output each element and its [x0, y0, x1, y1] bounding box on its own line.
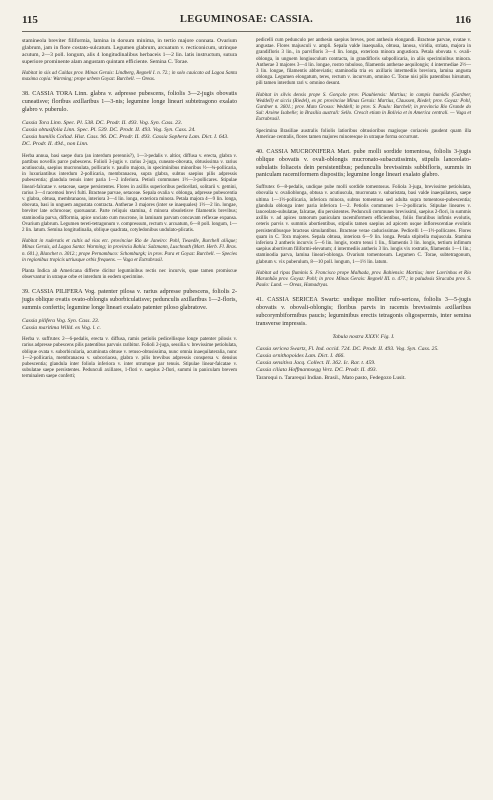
species-39-habitat: Habitat in silvis densis prope S. Gonçalo prov. Piauhiensis: Martius; in campis humidis (Gardner, Weddell) et siccis (Riedel), ex pr. provinciae Minas Gerais: Martius, Claussen, Riedel; prov. Goyaz: Pohl, Gardner n. 3601.; prov. Mato Grosso: Weddell; in prov. S. Paulo: Burchell; in provincia Rio Grande do Sul: Arsène Isabelle; in Brasilia australi: Sello. Crescit etiam in Bolivia et in America centrali. — Vaga et Extrabrasil. [256, 92, 471, 123]
species-41-plate-reference: Tabula nostra XXXV. Fig. I. [332, 333, 395, 340]
species-38-citation-1: Cassia Tora Linn. Spec. Pl. 538. DC. Prodr. II. 493. Vog. Syn. Cass. 23. [22, 119, 183, 126]
species-39-citation-1: Cassia pilifera Vog. Syn. Cass. 23. [22, 317, 100, 324]
left-column [22, 38, 237, 381]
left-page-number: 115 [22, 14, 38, 26]
species-41-citation-3: Cassia sensitiva Jacq. Collect. II. 362. Ic. Rar. t. 459. [256, 360, 376, 367]
right-page-number: 116 [455, 14, 471, 26]
paragraph-habitat: Habitat in siis ad Caldas prov. Minas Gerais: Lindberg, Regnell I. n. 72.; in solo cauicato ad Lagoa Santa maxima copia: Warming; prope urbem Goyaz: Burchell. — Oreas. [22, 71, 237, 83]
species-40-heading: 40. CASSIA MUCRONIFERA Mart. pube molli sordide tomentosa, foliolis 3-jugis oblique obovatis v. ovali-oblongis mucronato-subacutissimis, stipulis lanceolato-subulatis foliaceis dein persistentibus; pedunculis brevissimis subbifloris, summis in paniculam racemiformem dispositis; legumine longe lineari exalato glabro. [256, 149, 471, 179]
species-39-citation-2: Cassia maritima Willd. ex Vog. l. c. [22, 325, 101, 332]
species-39-description: Herba v. suffrutex 2—6-pedalis, erecta v. diffusa, ramis petiolis pedicellisque longe patenter pilosis v. rarius adpresse pubescens pilis patentibus parvuis raribitur. Folioli 2-juga, sessilia v. brevissime petiolulata, oblique ovata v. suborbicularia, acuminuta obtuse v. retuso-obtusissima, nunc omnia inaequilateralia, nunc 1—2-pollicaria, membranacea v. subcoriacea, glabra v. pilis brevibus adpressis conspersa v. densius pubescentia; glandula inter foliola inferiora v. inter utrumque par tenuis. Stipulae linear-falcatae v. subulatae saepe persistentes. Pedunculi axillares, 1-flori v. saepius 2-flori, summi in paniculam brevem terminalem saepe conferti; [22, 337, 237, 380]
species-38-heading: 38. CASSIA TORA Linn. glabra v. adpresse pubescens, foliolis 3—2-jugis obovatis cuneatisve; floribus axillaribus 1—3-nis; legumine longe lineari subtetragono exalato glabro v. puberulo. [22, 91, 237, 113]
species-39-description-cont: pedicelli cum pedunculo per anthesin saepius breves, post anthesin elongandi. Bracteae parvae, ovatae v. angustae. Flores majusculi v. ampli. Sepala valde inaequalia, obtusa, lanosa, viridia, striata, majora in grandifloris 3 lin., in parvifloris 3—4 lin. longa, exteriora minora angustiora. Petala obovata v. ovali-oblonga, in unguem longiusculum contracta, in grandifloris subpollicaria, in aliis speciminibus minora. Antherae 3 majores 3—4 lin. longae, rostro tubuloso, filamentis antherae aequilongis; 4 intermediae 2½—3 lin. longae, filamentis abbreviatis; staminodia tria ex axillaris intermediis breviora, lamina angusta oblonga. Legumen elongatum, teres, rectum v. incurvum, omnino C. Torae nisi pilis patentibus hirsutum, pili tamen interdum rari v. omnino desunt. [256, 38, 471, 87]
paragraph-description-cont: stamineola breviter filiformia, lamina in dorsum minima, in tertio majore connata. Ovarium glabrum, jam in flore costato-sulcatum. Legumen glabrum, arcuatum v. recticonicum, utrinque acutum, 2—3 poll. longum, alis 4 longitudinalibus herbaceis 1—2 lin. latis instructum, sutura superiore prominente alam angustam quintam efficiente. Semina C. Torae. [22, 38, 237, 65]
species-41-citation-1: Cassia sericea Swartz, Fl. Ind. occid. 724. DC. Prodr. II. 493. Vog. Syn. Cass. 25. [256, 345, 439, 352]
species-38-citation-2: Cassia obtusifolia Linn. Spec. Pl. 539. DC. Prodr. II. 493. Vog. Syn. Cass. 24. [22, 127, 196, 133]
running-title: LEGUMINOSAE: CASSIA. [179, 14, 314, 25]
species-40-habitat: Habitat ad ripas fluminis S. Francisco prope Malhada, prov. Bahiensis: Martius; inter Lavrinhas et Rio Maranhão prov. Goyaz: Pohl; in prov. Minas Gerais: Regnell III. n. 477.; in paludosis Siracaba prov. S. Paulo: Lund. — Oreas, Hamadryas. [256, 270, 471, 289]
right-column [256, 38, 471, 382]
species-39-note: Specimina Brasiliae australis foliolis latioribus obtusioribus magisque coriaceis gaudent quam illa Americae centralis, flores tamen majores minoresque in utraque forma occurrunt. [256, 128, 471, 140]
species-38-description: Herba annua, basi saepe dura (an interdum perennis?), 1—3-pedalis v. altior, diffusa v. erecta, glabra v. partibus novellis parce pubescens. Folioli 3-jugis v. rarius 2-juga, cuneato-obovata, obtusissima v. rarius acutiuscula, saepius mucronulata, pollicaris v. paullo majora, in speciminibus minoribus ½—¾-pollicaria, in luxuriantibus interdum 2-pollicaria, membranacea, supra glabra, subtus saepius pilis adpressis pubescentia; glandula tenuis inter paria 1—2 inferiora. Petioli communes 1½—3-pollicares. Stipulae lineari-falcatae v. setaceae, saepe persistentes. Flores in axillis superioribus pedicellati, solitarii v. gemini, rarius 3—4 racemosi brevi fulti. Bracteae parvae, setaceae. Sepala ovalia v. oblonga, adpresse pubescentia v. glabra, obtusa, membranacea, interiora 3—4 lin. longa, exteriora minora. Petala majora 4—9 lin. longa, obovata, basi in unguem angustata contracta. Antherae 3 majores (inter se inaequales) 1½—2 lin. longae, breviter late ochroceae; quoruaurat. Parte reliquis stamina, 4 minora obsoletisve filamentis brevibus; staminodia parva, difformia, apice unciato cum mucrone, in laminam parvam concavam reflexae expansa. Ovarium glabrum. Legumen tereti-tetragonum v. compressum, rectum v. arcuatum, 6—8 poll. longum, 1—2 lin. latum. Semina longitudinalia, oblique quadrata, cotyledonibus undulato-plicatis. [22, 153, 237, 234]
species-41-heading: 41. CASSIA SERICEA Swartz: undique molliter rufo-sericea, foliolis 3—5-jugis obovatis v. obovali-oblongis; floribus parvis in racemis brevissimis axillaribus subcorymbiformibus paucis; leguminibus erectis tetragonis oligospermis, inter semina transverse impressis. [256, 297, 471, 327]
page-header [22, 14, 471, 28]
species-39-heading: 39. CASSIA PILIFERA Vog. patenter pilosa v. rarius adpresse pubescens, foliolis 2-jugis oblique ovatis ovato-oblongis suborbiculatisve; pedunculis axillaribus 1—2-floris, summis confertis; legumine longe lineari exalato patenter piloso glabratove. [22, 289, 237, 312]
species-38-note: Planta Indica ab Americana differre dicitur leguminibus rectis nec incurvis, quae tamen promiscue observantur in utraque orbe et interdum in eodem specimine. [22, 269, 237, 281]
species-38-habitat: Habitat in ruderatis et cultis ad vias etc. provinciae Rio de Janeiro: Pohl, Twaedle, Burchell aliique; Minas Gerais, ad Lagoa Santa: Warming; in provincia Bahia: Salzmann, Luschnath (Mart. Herb. Fl. Bras. n. 601.), Blanchet n. 3012.; prope Pernambuco: Schomburgk; in prov. Para et Goyaz: Burchell. — Species in regionibus tropicis utriusque orbis frequens. — Vaga et Extrabrasil. [22, 239, 237, 263]
species-41-vernacular-names: Tararoqui n. Tararequi Indian. Brasil., Mato pasto, Fedegozo Lusit. [256, 374, 406, 381]
species-38-citation-3: Cassia humilis Collad. Hist. Cass. 96. DC. Prodr. II. 493. Cassia Sophera Lam. Dict. I. 643. DC. Prodr. II. 494., non Linn. [22, 134, 229, 148]
header-rule [22, 31, 471, 32]
species-41-citation-4: Cassia ciliata Hoffmannsegg Verz. DC. Prodr. II. 493. [256, 367, 377, 374]
species-40-description: Suffrutex 6—8-pedalis, undique pube molli sordide tomentosus. Foliola 3-juga, brevissime petiolulata, obovalia v. ovalioblonga, obtusa v. acutiuscula, mucronata v. subaristata, basi valde inaequilatera, saepe ultima 1—1½-pollicaria, inferiora minora, subtus tomentosa sed adulta supra tomentoso-pubescentia; glandula oblonga inter paria inferiora 1—2. Petiolis communes 1—2-pollicaris. Stipulae lineares v. lanceolato-subulatae, falcatae, diu persistentes. Pedunculi communes brevissimi, saepius 2-flori, in summis axillis v. ad apices ramorum paniculam racemiformem efficientibus, foliis floralibus infimis evolutis, ceteris parvis v. summis abortientibus, stipulis tamen saepius ad apicem usque inflorescentiae evolutis persistentibusque bracteas simulantibus. Bracteae verae caducissimae. Pedicelli 1—1½-pollicares. Flores quam in C. Tora majores. Sepala obtusa, interiora 6—9 lin. longa. Petala stipitella majuscula. Stamina inferiora 2 antheris incurvis 5—6 lin. longis, rostro tenui 1 lin., filamentis 3 lin. longis, tertium infimum saepius abortivum filiformi-elevatum; 4 intermediis antheris 3 lin. longis vix rostratis, filamentis 1—1 lin.; staminodia parva, lamina lineari-oblonga. Ovarium tomentosum. Legumen C. Torae, subtetragonum, glabrum v. vix puberulum, 8—10 poll. longum, 1—1½ lin. latum. [256, 185, 471, 265]
species-41-citation-2: Cassia ornithopoides Lam. Dict. I. 466. [256, 353, 345, 360]
